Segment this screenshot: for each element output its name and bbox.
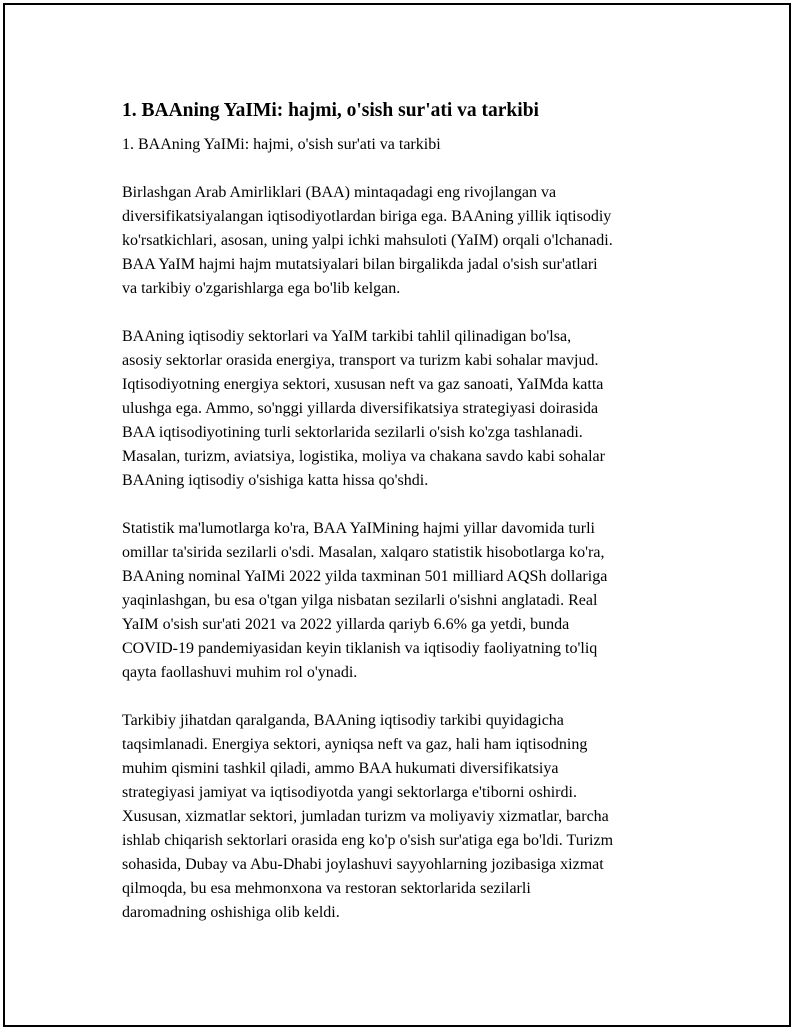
paragraph bbox=[122, 709, 697, 925]
paragraph-line: BAA YaIM hajmi hajm mutatsiyalari bilan birgalikda jadal o'sish sur'atlari bbox=[122, 256, 598, 273]
paragraph-line: Iqtisodiyotning energiya sektori, xususan neft va gaz sanoati, YaIMda katta bbox=[122, 376, 604, 393]
paragraph-line: COVID-19 pandemiyasidan keyin tiklanish va iqtisodiy faoliyatning to'liq bbox=[122, 640, 598, 657]
paragraph-line: qilmoqda, bu esa mehmonxona va restoran sektorlarida sezilarli bbox=[122, 880, 531, 897]
document-body bbox=[122, 97, 697, 949]
paragraph bbox=[122, 517, 697, 685]
document-subheading: 1. BAAning YaIMi: hajmi, o'sish sur'ati va tarkibi bbox=[122, 136, 441, 153]
paragraph-line: strategiyasi jamiyat va iqtisodiyotda yangi sektorlarga e'tiborni oshirdi. bbox=[122, 784, 577, 801]
paragraph-line: Masalan, turizm, aviatsiya, logistika, moliya va chakana savdo kabi sohalar bbox=[122, 448, 605, 465]
paragraph-line: Xususan, xizmatlar sektori, jumladan turizm va moliyaviy xizmatlar, barcha bbox=[122, 808, 609, 825]
paragraph-line: ishlab chiqarish sektorlari orasida eng ko'p o'sish sur'atiga ega bo'ldi. Turizm bbox=[122, 832, 614, 849]
paragraph-line: omillar ta'sirida sezilarli o'sdi. Masalan, xalqaro statistik hisobotlarga ko'ra, bbox=[122, 544, 605, 561]
paragraph-line: ulushga ega. Ammo, so'nggi yillarda diversifikatsiya strategiyasi doirasida bbox=[122, 400, 599, 417]
paragraph-line: Statistik ma'lumotlarga ko'ra, BAA YaIMining hajmi yillar davomida turli bbox=[122, 520, 595, 537]
paragraph-line: asosiy sektorlar orasida energiya, transport va turizm kabi sohalar mavjud. bbox=[122, 352, 599, 369]
paragraph-line: sohasida, Dubay va Abu-Dhabi joylashuvi sayyohlarning jozibasiga xizmat bbox=[122, 856, 604, 873]
paragraph-line: yaqinlashgan, bu esa o'tgan yilga nisbatan sezilarli o'sishni anglatadi. Real bbox=[122, 592, 598, 609]
paragraph-line: ko'rsatkichlari, asosan, uning yalpi ichki mahsuloti (YaIM) orqali o'lchanadi. bbox=[122, 232, 613, 249]
document-heading: 1. BAAning YaIMi: hajmi, o'sish sur'ati va tarkibi bbox=[122, 100, 539, 121]
paragraph-line: diversifikatsiyalangan iqtisodiyotlardan biriga ega. BAAning yillik iqtisodiy bbox=[122, 208, 612, 225]
paragraph-line: va tarkibiy o'zgarishlarga ega bo'lib kelgan. bbox=[122, 280, 401, 297]
paragraph-line: taqsimlanadi. Energiya sektori, ayniqsa neft va gaz, hali ham iqtisodning bbox=[122, 736, 588, 753]
paragraph-line: YaIM o'sish sur'ati 2021 va 2022 yillarda qariyb 6.6% ga yetdi, bunda bbox=[122, 616, 570, 633]
paragraph bbox=[122, 181, 697, 301]
paragraph-line: daromadning oshishiga olib keldi. bbox=[122, 904, 340, 921]
page-frame bbox=[3, 3, 791, 1027]
paragraph-line: qayta faollashuvi muhim rol o'ynadi. bbox=[122, 664, 358, 681]
paragraph-line: BAAning iqtisodiy sektorlari va YaIM tarkibi tahlil qilinadigan bo'lsa, bbox=[122, 328, 572, 345]
paragraph bbox=[122, 325, 697, 493]
paragraph-line: Birlashgan Arab Amirliklari (BAA) mintaqadagi eng rivojlangan va bbox=[122, 184, 557, 201]
paragraph-line: muhim qismini tashkil qiladi, ammo BAA hukumati diversifikatsiya bbox=[122, 760, 559, 777]
paragraph-line: BAA iqtisodiyotining turli sektorlarida sezilarli o'sish ko'zga tashlanadi. bbox=[122, 424, 583, 441]
paragraph-line: BAAning iqtisodiy o'sishiga katta hissa qo'shdi. bbox=[122, 472, 429, 489]
paragraph-line: BAAning nominal YaIMi 2022 yilda taxminan 501 milliard AQSh dollariga bbox=[122, 568, 608, 585]
paragraph-line: Tarkibiy jihatdan qaralganda, BAAning iqtisodiy tarkibi quyidagicha bbox=[122, 712, 564, 729]
